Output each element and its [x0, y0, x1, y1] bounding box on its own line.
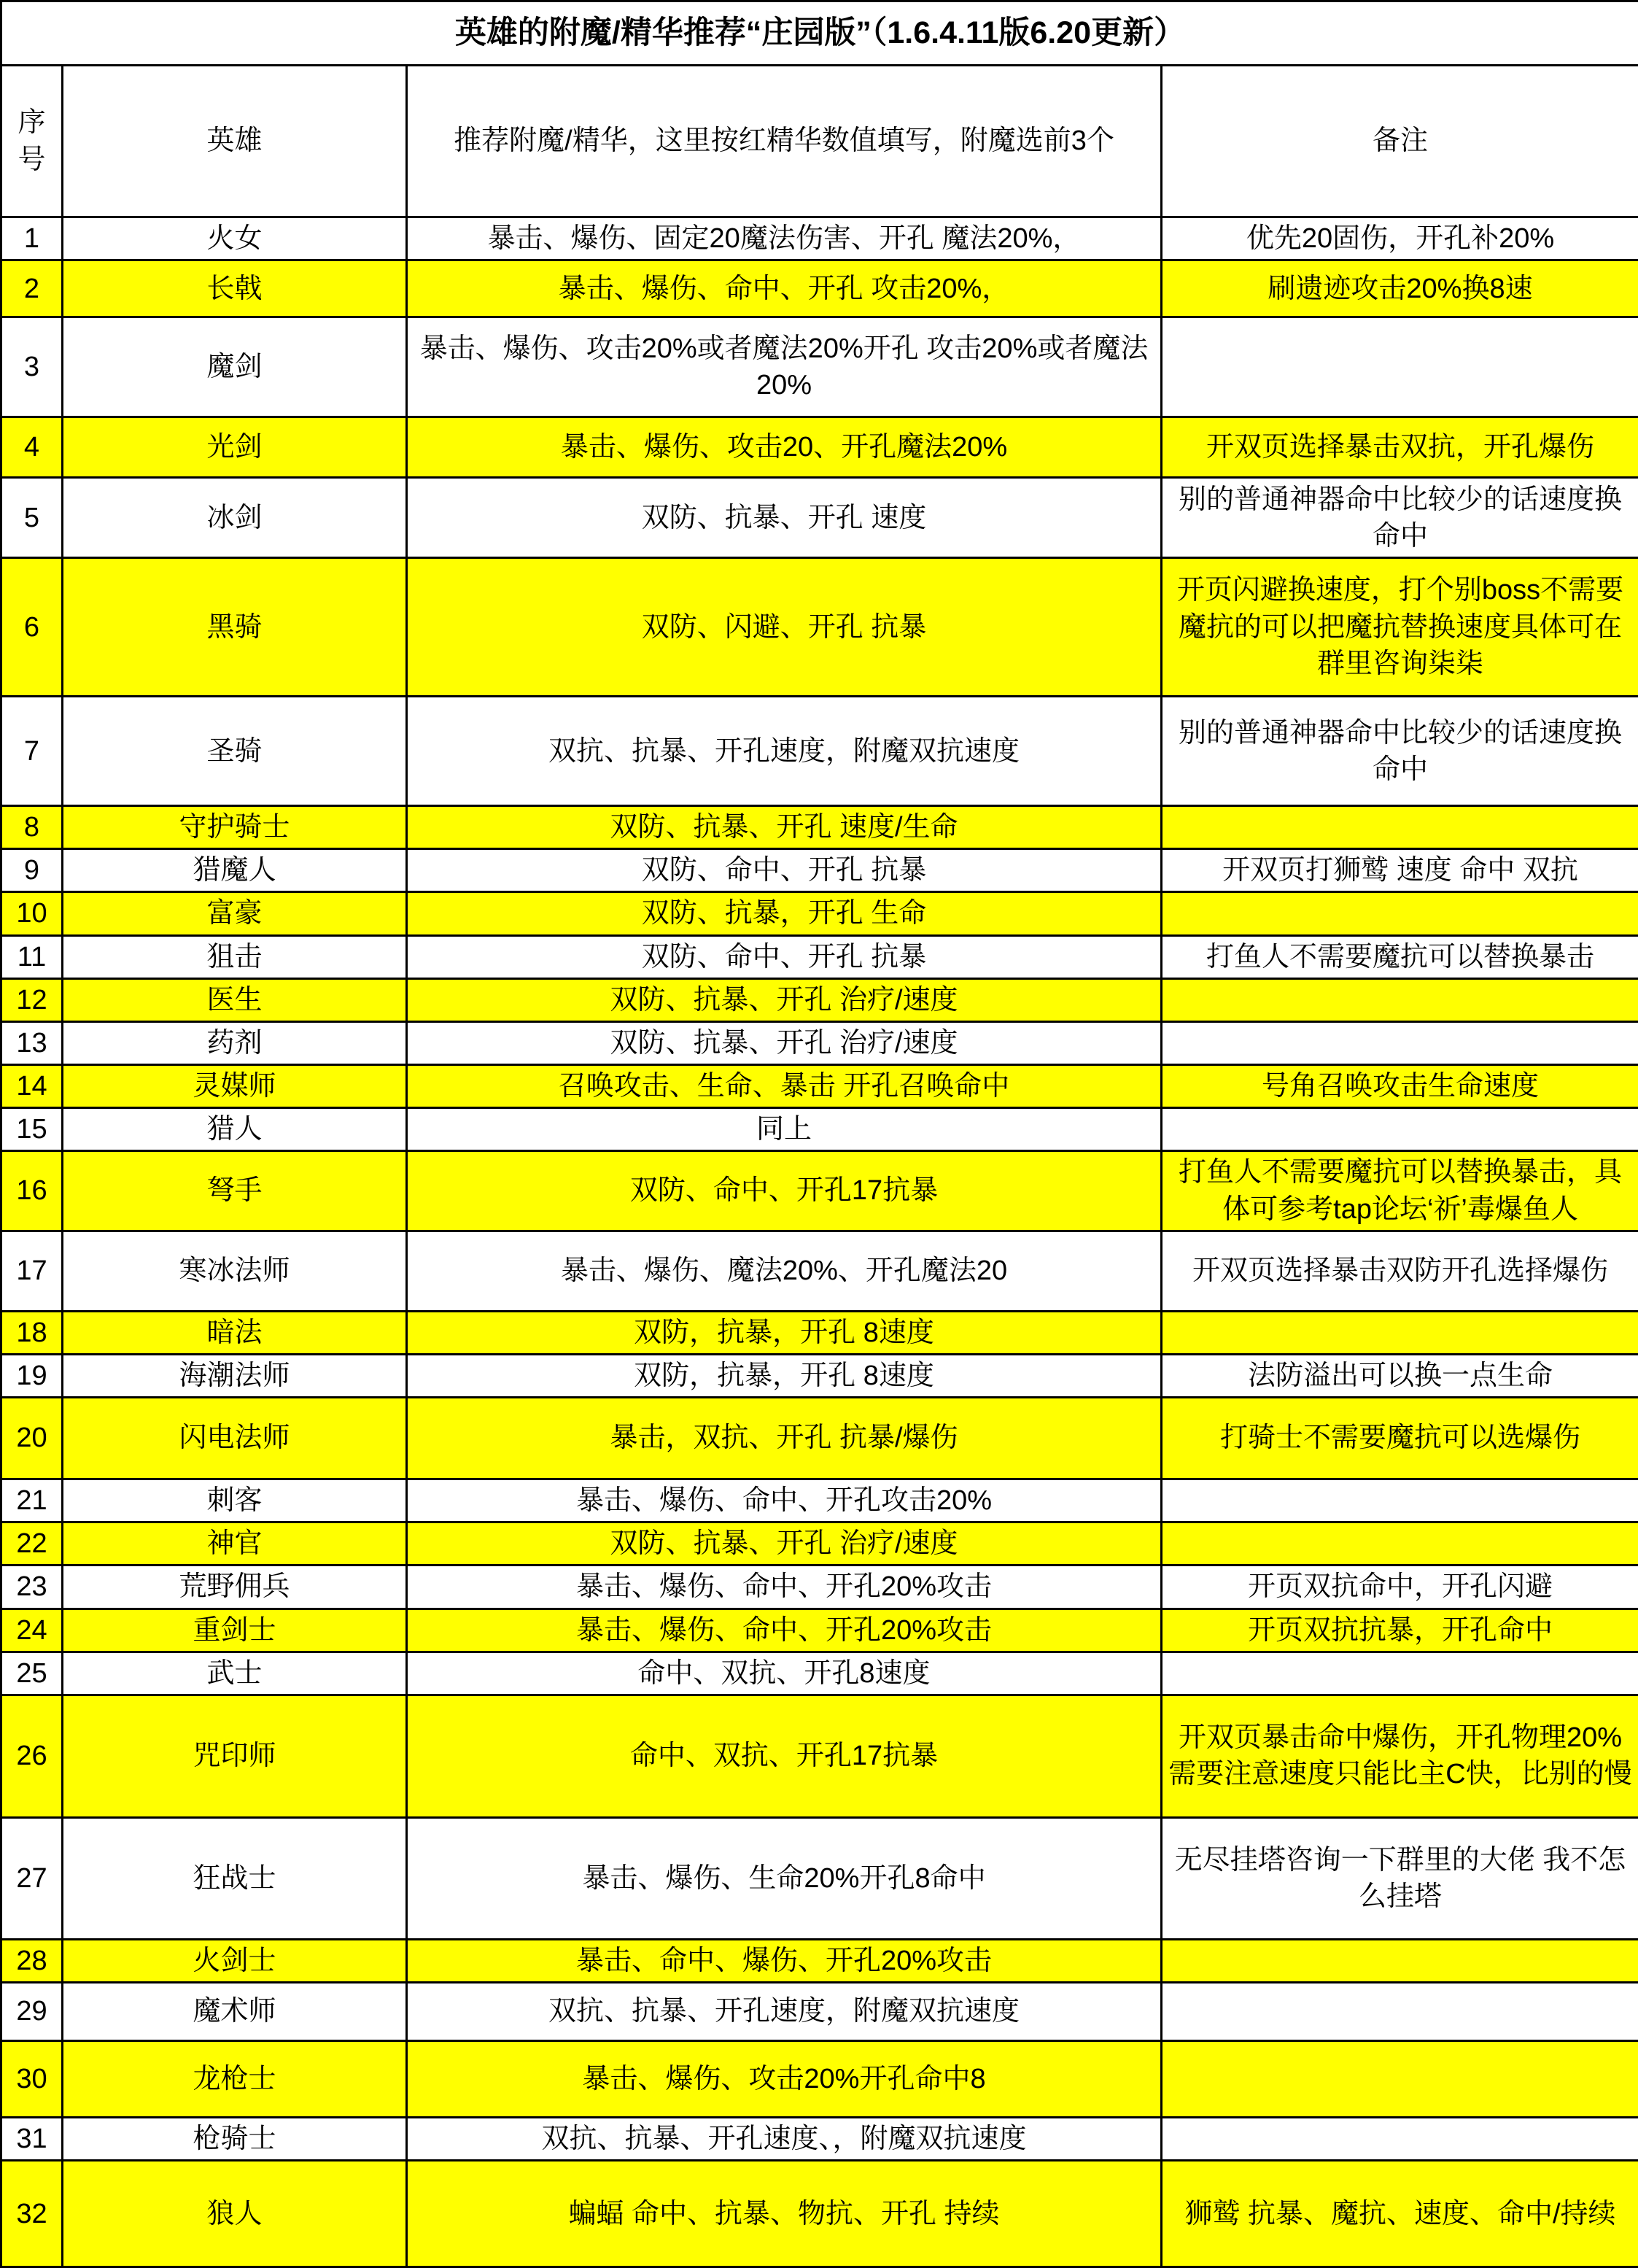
note-cell	[1162, 806, 1638, 849]
hero-cell: 荒野佣兵	[63, 1565, 407, 1609]
note-cell	[1162, 1311, 1638, 1354]
note-cell	[1162, 1652, 1638, 1695]
recommendation-cell: 双防、抗暴、开孔 治疗/速度	[407, 1522, 1162, 1565]
row-number-cell: 7	[1, 697, 63, 806]
note-cell	[1162, 1939, 1638, 1982]
recommendation-cell: 双抗、抗暴、开孔速度，附魔双抗速度	[407, 697, 1162, 806]
hero-cell: 药剂	[63, 1021, 407, 1064]
row-number-cell: 5	[1, 478, 63, 558]
note-cell: 开双页选择暴击双抗，开孔爆伤	[1162, 417, 1638, 478]
table-row	[1, 806, 1638, 849]
recommendation-cell: 暴击、爆伤、命中、开孔20%攻击	[407, 1609, 1162, 1652]
table-row	[1, 1982, 1638, 2040]
hero-cell: 火剑士	[63, 1939, 407, 1982]
recommendation-cell: 双防、命中、开孔 抗暴	[407, 935, 1162, 978]
note-cell: 开双页打狮鹫 速度 命中 双抗	[1162, 849, 1638, 892]
hero-cell: 龙枪士	[63, 2040, 407, 2117]
recommendation-cell: 暴击、爆伤、命中、开孔攻击20%	[407, 1479, 1162, 1522]
recommendation-cell: 暴击、爆伤、攻击20%开孔命中8	[407, 2040, 1162, 2117]
table-row	[1, 1609, 1638, 1652]
row-number-cell: 1	[1, 217, 63, 260]
header-row	[1, 66, 1638, 217]
table-row	[1, 260, 1638, 317]
recommendation-cell: 暴击、爆伤、命中、开孔 攻击20%，	[407, 260, 1162, 317]
recommendation-cell: 双防、抗暴、开孔 治疗/速度	[407, 1021, 1162, 1064]
recommendation-cell: 召唤攻击、生命、暴击 开孔召唤命中	[407, 1065, 1162, 1108]
note-cell	[1162, 892, 1638, 935]
recommendation-cell: 暴击、爆伤、命中、开孔20%攻击	[407, 1565, 1162, 1609]
hero-cell: 黑骑	[63, 558, 407, 697]
recommendation-cell: 暴击、爆伤、魔法20%、开孔魔法20	[407, 1231, 1162, 1311]
recommendation-cell: 双防、抗暴、开孔 速度/生命	[407, 806, 1162, 849]
note-cell: 法防溢出可以换一点生命	[1162, 1354, 1638, 1397]
note-cell: 号角召唤攻击生命速度	[1162, 1065, 1638, 1108]
hero-cell: 猎人	[63, 1108, 407, 1151]
recommendation-cell: 命中、双抗、开孔17抗暴	[407, 1695, 1162, 1817]
recommendation-cell: 暴击、爆伤、攻击20%或者魔法20%开孔 攻击20%或者魔法20%	[407, 317, 1162, 417]
hero-cell: 神官	[63, 1522, 407, 1565]
note-cell: 开页闪避换速度，打个别boss不需要魔抗的可以把魔抗替换速度具体可在群里咨询柒柒	[1162, 558, 1638, 697]
table-row	[1, 1479, 1638, 1522]
column-header-recommendation: 推荐附魔/精华，这里按红精华数值填写，附魔选前3个	[407, 66, 1162, 217]
table-row	[1, 1939, 1638, 1982]
table-row	[1, 1151, 1638, 1231]
row-number-cell: 28	[1, 1939, 63, 1982]
table-row	[1, 697, 1638, 806]
hero-cell: 重剑士	[63, 1609, 407, 1652]
table-row	[1, 1354, 1638, 1397]
hero-cell: 狂战士	[63, 1817, 407, 1939]
page-title: 英雄的附魔/精华推荐“庄园版”（1.6.4.11版6.20更新）	[1, 1, 1638, 66]
note-cell: 打骑士不需要魔抗可以选爆伤	[1162, 1398, 1638, 1479]
hero-cell: 火女	[63, 217, 407, 260]
table-row	[1, 849, 1638, 892]
recommendation-cell: 暴击、命中、爆伤、开孔20%攻击	[407, 1939, 1162, 1982]
row-number-cell: 2	[1, 260, 63, 317]
row-number-cell: 3	[1, 317, 63, 417]
hero-cell: 闪电法师	[63, 1398, 407, 1479]
note-cell: 开双页选择暴击双防开孔选择爆伤	[1162, 1231, 1638, 1311]
hero-cell: 寒冰法师	[63, 1231, 407, 1311]
row-number-cell: 8	[1, 806, 63, 849]
recommendation-cell: 双防、命中、开孔 抗暴	[407, 849, 1162, 892]
column-header-note: 备注	[1162, 66, 1638, 217]
hero-cell: 灵媒师	[63, 1065, 407, 1108]
table-row	[1, 935, 1638, 978]
hero-cell: 长戟	[63, 260, 407, 317]
table-row	[1, 1311, 1638, 1354]
hero-cell: 武士	[63, 1652, 407, 1695]
note-cell	[1162, 978, 1638, 1021]
column-header-hero: 英雄	[63, 66, 407, 217]
hero-cell: 咒印师	[63, 1695, 407, 1817]
table-row	[1, 1817, 1638, 1939]
recommendation-cell: 双抗、抗暴、开孔速度，附魔双抗速度	[407, 1982, 1162, 2040]
row-number-cell: 31	[1, 2117, 63, 2160]
table-row	[1, 417, 1638, 478]
table-row	[1, 317, 1638, 417]
row-number-cell: 6	[1, 558, 63, 697]
row-number-cell: 25	[1, 1652, 63, 1695]
row-number-cell: 15	[1, 1108, 63, 1151]
row-number-cell: 19	[1, 1354, 63, 1397]
note-cell: 打鱼人不需要魔抗可以替换暴击	[1162, 935, 1638, 978]
recommendation-cell: 暴击，双抗、开孔 抗暴/爆伤	[407, 1398, 1162, 1479]
hero-cell: 守护骑士	[63, 806, 407, 849]
row-number-cell: 27	[1, 1817, 63, 1939]
note-cell	[1162, 2117, 1638, 2160]
row-number-cell: 22	[1, 1522, 63, 1565]
note-cell	[1162, 317, 1638, 417]
table-row	[1, 2040, 1638, 2117]
table-row	[1, 1065, 1638, 1108]
note-cell: 别的普通神器命中比较少的话速度换命中	[1162, 478, 1638, 558]
table-row	[1, 1565, 1638, 1609]
recommendation-cell: 双防，抗暴，开孔 8速度	[407, 1311, 1162, 1354]
hero-cell: 医生	[63, 978, 407, 1021]
table-row	[1, 1522, 1638, 1565]
recommendation-cell: 同上	[407, 1108, 1162, 1151]
hero-cell: 海潮法师	[63, 1354, 407, 1397]
hero-cell: 狙击	[63, 935, 407, 978]
recommendation-cell: 双防、抗暴，开孔 生命	[407, 892, 1162, 935]
note-cell: 开页双抗抗暴，开孔命中	[1162, 1609, 1638, 1652]
note-cell: 开页双抗命中，开孔闪避	[1162, 1565, 1638, 1609]
hero-cell: 暗法	[63, 1311, 407, 1354]
row-number-cell: 20	[1, 1398, 63, 1479]
recommendation-cell: 双防、命中、开孔17抗暴	[407, 1151, 1162, 1231]
column-header-index	[1, 66, 63, 217]
row-number-cell: 29	[1, 1982, 63, 2040]
recommendation-cell: 暴击、爆伤、固定20魔法伤害、开孔 魔法20%，	[407, 217, 1162, 260]
hero-cell: 冰剑	[63, 478, 407, 558]
table-row	[1, 217, 1638, 260]
row-number-cell: 23	[1, 1565, 63, 1609]
hero-cell: 富豪	[63, 892, 407, 935]
recommendation-cell: 双防、抗暴、开孔 治疗/速度	[407, 978, 1162, 1021]
row-number-cell: 24	[1, 1609, 63, 1652]
row-number-cell: 10	[1, 892, 63, 935]
note-cell: 别的普通神器命中比较少的话速度换命中	[1162, 697, 1638, 806]
note-cell	[1162, 1021, 1638, 1064]
row-number-cell: 13	[1, 1021, 63, 1064]
note-cell: 打鱼人不需要魔抗可以替换暴击，具体可参考tap论坛‘祈’毒爆鱼人	[1162, 1151, 1638, 1231]
hero-cell: 弩手	[63, 1151, 407, 1231]
note-cell	[1162, 1479, 1638, 1522]
note-cell: 无尽挂塔咨询一下群里的大佬 我不怎么挂塔	[1162, 1817, 1638, 1939]
table-row	[1, 1695, 1638, 1817]
table-row	[1, 2117, 1638, 2160]
note-cell	[1162, 1982, 1638, 2040]
row-number-cell: 18	[1, 1311, 63, 1354]
row-number-cell: 4	[1, 417, 63, 478]
hero-cell: 猎魔人	[63, 849, 407, 892]
row-number-cell: 16	[1, 1151, 63, 1231]
table-row	[1, 2161, 1638, 2267]
row-number-cell: 11	[1, 935, 63, 978]
note-cell	[1162, 1522, 1638, 1565]
row-number-cell: 12	[1, 978, 63, 1021]
hero-cell: 圣骑	[63, 697, 407, 806]
recommendation-cell: 蝙蝠 命中、抗暴、物抗、开孔 持续	[407, 2161, 1162, 2267]
row-number-cell: 9	[1, 849, 63, 892]
column-header-index-label: 序号	[16, 104, 48, 177]
row-number-cell: 21	[1, 1479, 63, 1522]
table-row	[1, 1108, 1638, 1151]
recommendation-cell: 双防、抗暴、开孔 速度	[407, 478, 1162, 558]
row-number-cell: 17	[1, 1231, 63, 1311]
hero-cell: 刺客	[63, 1479, 407, 1522]
recommendation-cell: 双防、闪避、开孔 抗暴	[407, 558, 1162, 697]
note-cell	[1162, 1108, 1638, 1151]
hero-cell: 魔剑	[63, 317, 407, 417]
hero-cell: 魔术师	[63, 1982, 407, 2040]
hero-cell: 枪骑士	[63, 2117, 407, 2160]
table-row	[1, 1652, 1638, 1695]
recommendation-cell: 命中、双抗、开孔8速度	[407, 1652, 1162, 1695]
table-row	[1, 1398, 1638, 1479]
table-row	[1, 1021, 1638, 1064]
table-body	[1, 1, 1638, 2267]
recommendation-cell: 暴击、爆伤、攻击20、开孔魔法20%	[407, 417, 1162, 478]
table-row	[1, 1231, 1638, 1311]
row-number-cell: 26	[1, 1695, 63, 1817]
hero-cell: 光剑	[63, 417, 407, 478]
recommendation-cell: 暴击、爆伤、生命20%开孔8命中	[407, 1817, 1162, 1939]
table-row	[1, 478, 1638, 558]
table-row	[1, 892, 1638, 935]
note-cell: 优先20固伤，开孔补20%	[1162, 217, 1638, 260]
hero-cell: 狼人	[63, 2161, 407, 2267]
row-number-cell: 32	[1, 2161, 63, 2267]
note-cell	[1162, 2040, 1638, 2117]
note-cell: 刷遗迹攻击20%换8速	[1162, 260, 1638, 317]
recommendation-cell: 双防，抗暴，开孔 8速度	[407, 1354, 1162, 1397]
recommendation-cell: 双抗、抗暴、开孔速度、，附魔双抗速度	[407, 2117, 1162, 2160]
row-number-cell: 14	[1, 1065, 63, 1108]
row-number-cell: 30	[1, 2040, 63, 2117]
title-row	[1, 1, 1638, 66]
note-cell: 开双页暴击命中爆伤，开孔物理20%需要注意速度只能比主C快，比别的慢	[1162, 1695, 1638, 1817]
table-row	[1, 978, 1638, 1021]
note-cell: 狮鹫 抗暴、魔抗、速度、命中/持续	[1162, 2161, 1638, 2267]
table-row	[1, 558, 1638, 697]
